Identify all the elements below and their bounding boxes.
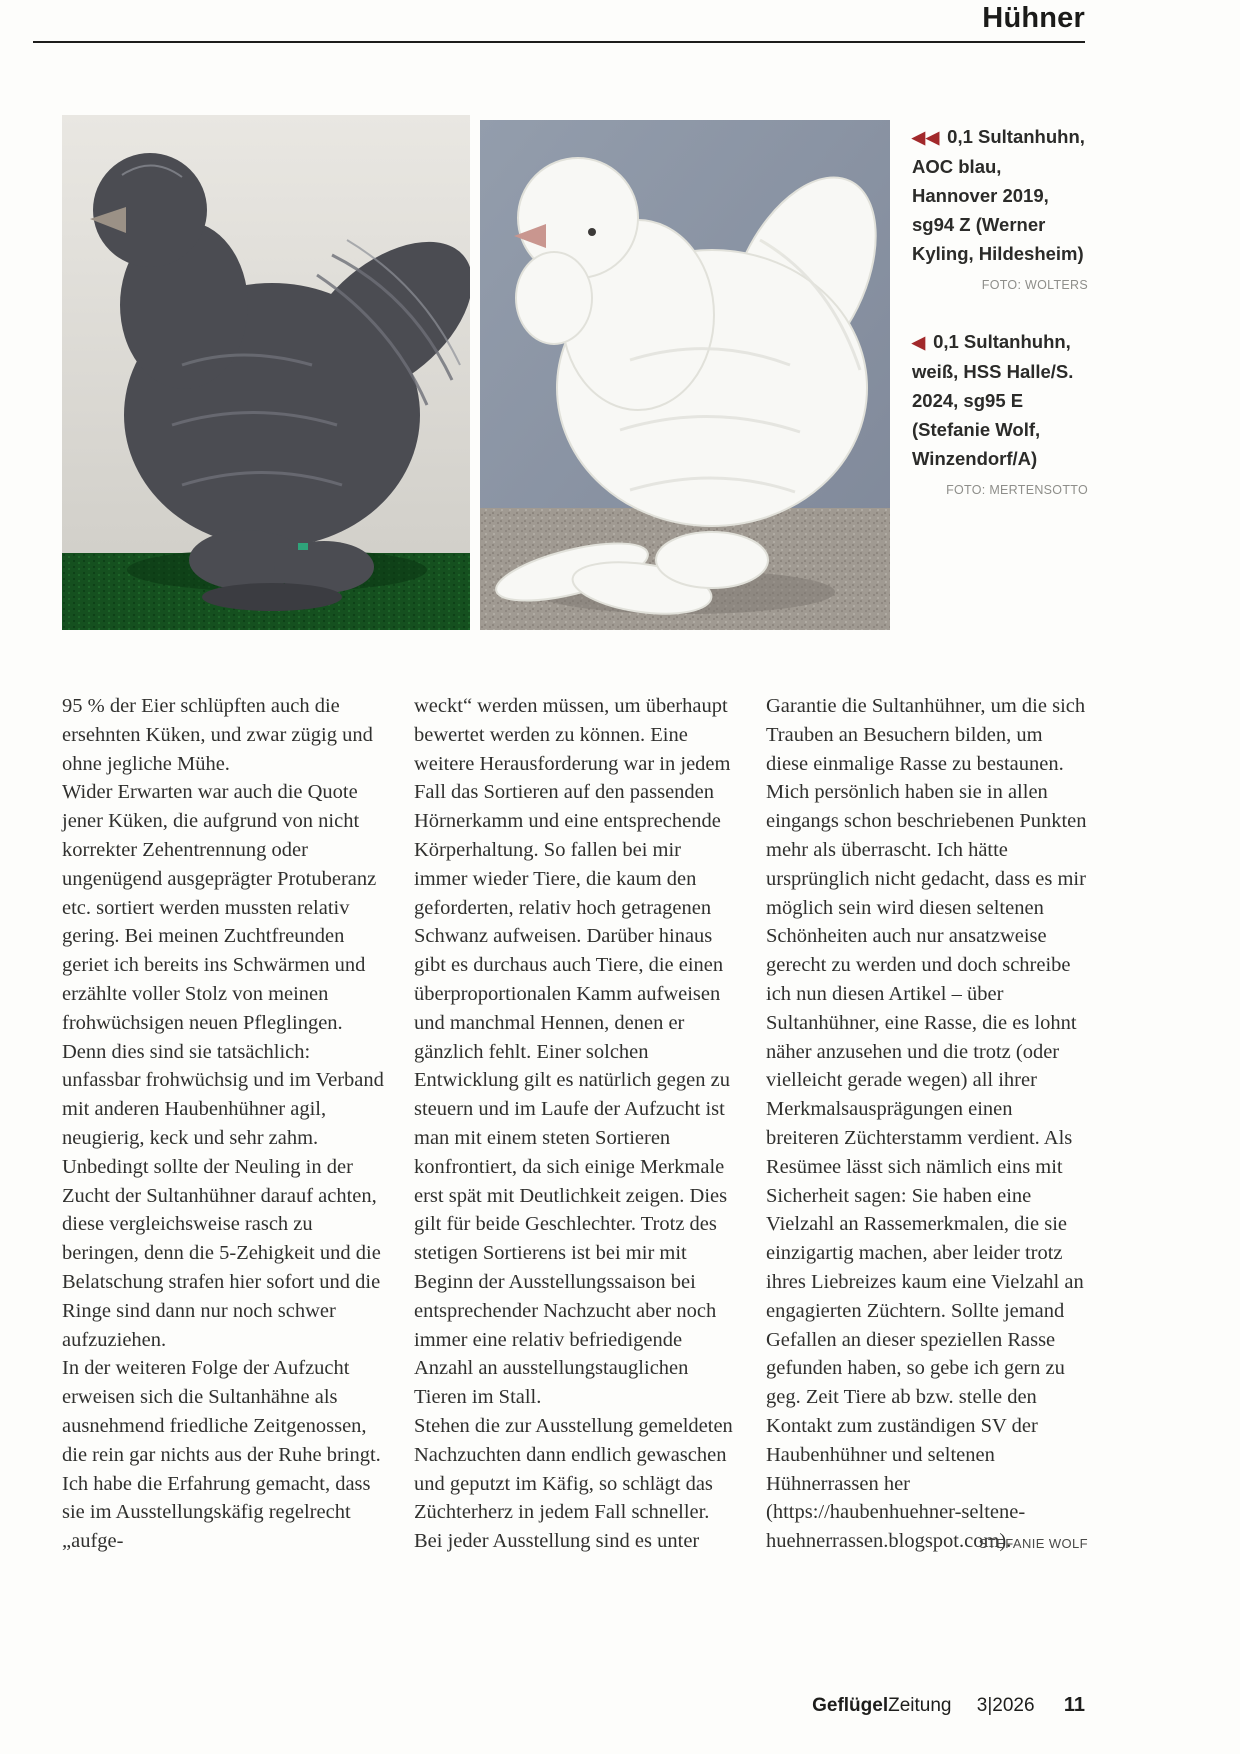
caption-blue-sultan: [912, 122, 1088, 300]
magazine-brand-bold: Geflügel: [812, 1695, 889, 1716]
article-paragraph: weckt“ werden müssen, um überhaupt bewertet werden zu können. Eine weitere Herausforderung war in jedem Fall das Sortieren auf den passenden Hörnerkamm und eine entsprechende Körperhaltung. So fallen bei mir immer wieder Tiere, die kaum den geforderten, relativ hoch getragenen Schwanz aufweisen. Darüber hinaus gibt es durchaus auch Tiere, die einen überproportionalen Kamm aufweisen und manchmal Hennen, denen er gänzlich fehlt. Einer solchen Entwicklung gilt es natürlich gegen zu steuern und im Laufe der Aufzucht ist man mit einem steten Sortieren konfrontiert, da sich einige Merkmale erst spät mit Deutlichkeit zeigen. Dies gilt für beide Geschlechter. Trotz des stetigen Sortierens ist bei mir mit Beginn der Ausstellungssaison bei entsprechender Nachzucht aber noch immer eine relativ befriedigende Anzahl an ausstellungstauglichen Tieren im Stall.: [414, 695, 731, 1409]
caption-text: 0,1 Sultanhuhn, AOC blau, Hannover 2019, sg94 Z (Werner Kyling, Hildesheim): [912, 126, 1085, 264]
caption-text: 0,1 Sultanhuhn, weiß, HSS Halle/S. 2024, sg95 E (Stefanie Wolf, Winzendorf/A): [912, 331, 1074, 469]
photo-credit: FOTO: WOLTERS: [981, 278, 1088, 292]
article-paragraph: Wider Erwarten war auch die Quote jener Küken, die aufgrund von nicht korrekter Zehentrennung oder ungenügend ausgeprägter Protuberanz etc. sortiert werden mussten relativ gering. Bei meinen Zuchtfreunden geriet ich bereits ins Schwärmen und erzählte voller Stolz von meinen frohwüchsigen neuen Pfleglingen. Denn dies sind sie tatsächlich: unfassbar frohwüchsig und im Verband mit anderen Haubenhühner agil, neugierig, keck und sehr zahm.: [62, 781, 384, 1149]
article-column-1: [62, 692, 384, 1559]
photo-blue-sultan-hen: [62, 115, 470, 630]
photo-credit: FOTO: MERTENSOTTO: [946, 483, 1088, 497]
white-sultan-illustration: [480, 120, 890, 630]
page-title: Hühner: [982, 2, 1085, 34]
article-paragraph: Stehen die zur Ausstellung gemeldeten Nachzuchten dann endlich gewaschen und geputzt im Käfig, so schlägt das Züchterherz in jedem Fall schneller. Bei jeder Ausstellung sind es unter: [414, 1414, 733, 1553]
article-body: [62, 692, 1088, 1559]
photo-white-sultan-hen: [480, 120, 890, 630]
double-arrow-left-icon: ◀◀: [912, 128, 941, 147]
caption-white-sultan: [912, 327, 1088, 505]
issue-number: 3|2026: [976, 1695, 1035, 1716]
header-rule: [33, 41, 1085, 43]
caption-column: [912, 122, 1088, 505]
article-column-2: [414, 692, 736, 1559]
page-number: 11: [1063, 1694, 1085, 1716]
author-byline: STEFANIE WOLF: [978, 1535, 1088, 1551]
blue-sultan-illustration: [62, 115, 470, 630]
arrow-left-icon: ◀: [912, 333, 927, 352]
article-paragraph: Garantie die Sultanhühner, um die sich Trauben an Besuchern bilden, um diese einmalige Rasse zu bestaunen. Mich persönlich haben sie in allen eingangs schon beschriebenen Punkten mehr als überrascht. Ich hätte ursprünglich nicht gedacht, dass es mir möglich sein wird diesen seltenen Schönheiten auch nur ansatzweise gerecht zu werden und doch schreibe ich nun diesen Artikel – über Sultanhühner, eine Rasse, die es lohnt näher anzusehen und die trotz (oder vielleicht gerade wegen) all ihrer Merkmalsausprägungen einen breiteren Züchterstamm verdient. Als Resümee lässt sich nämlich eins mit Sicherheit sagen: Sie haben eine Vielzahl an Rassemerkmalen, die sie einzigartig machen, aber leider trotz ihres Liebreizes kaum eine Vielzahl an engagierten Züchtern. Sollte jemand Gefallen an dieser speziellen Rasse gefunden haben, so gebe ich gern zu geg. Zeit Tiere ab bzw. stelle den Kontakt zum zuständigen SV der Haubenhühner und seltenen Hühnerrassen her (https://haubenhuehner-seltene-huehnerrassen.blogspot.com).: [766, 695, 1087, 1553]
article-paragraph: 95 % der Eier schlüpften auch die ersehnten Küken, und zwar zügig und ohne jegliche Mühe.: [62, 695, 373, 775]
magazine-brand-regular: Zeitung: [888, 1695, 952, 1716]
page-footer: [812, 1694, 1085, 1717]
article-paragraph: In der weiteren Folge der Aufzucht erweisen sich die Sultanhähne als ausnehmend friedliche Zeitgenossen, die rein gar nichts aus der Ruhe bringt. Ich habe die Erfahrung gemacht, dass sie im Ausstellungskäfig regelrecht „aufge-: [62, 1357, 381, 1553]
article-column-3: [766, 692, 1088, 1559]
article-paragraph: Unbedingt sollte der Neuling in der Zucht der Sultanhühner darauf achten, diese vergleichsweise rasch zu beringen, denn die 5-Zehigkeit und die Belatschung strafen hier sofort und die Ringe sind dann nur noch schwer aufzuziehen.: [62, 1155, 381, 1351]
